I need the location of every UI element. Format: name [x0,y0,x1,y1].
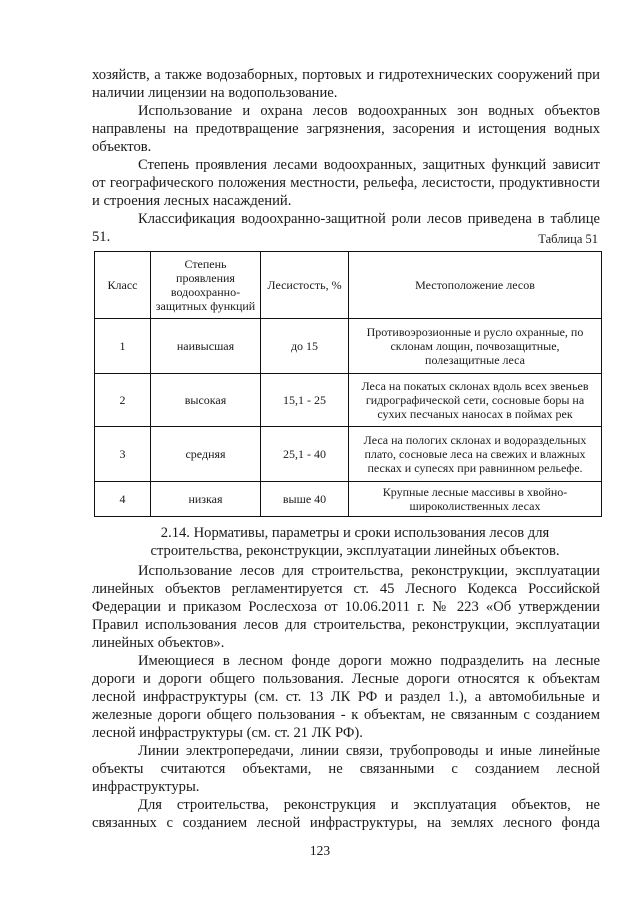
table-row [95,427,602,482]
paragraph-intro: хозяйств, а также водозаборных, портовых и гидротехнических сооружений при наличии лицензии на водопользование. [92,67,600,101]
classification-table [94,251,602,517]
cell-degree: высокая [151,374,261,427]
header-forest-cover: Лесистость, % [261,252,349,319]
cell-class: 4 [95,482,151,517]
cell-forest-cover: 15,1 - 25 [261,374,349,427]
table-row [95,482,602,517]
paragraph-construction: Для строительства, реконструкция и эксплуатация объектов, не связанных с созданием лесной инфраструктуры, на землях лесного фонда [92,797,600,831]
cell-location: Крупные лесные массивы в хвойно-широколиственных лесах [349,482,602,517]
cell-degree: наивысшая [151,319,261,374]
page-number: 123 [309,843,331,858]
paragraph-lines: Линии электропередачи, линии связи, трубопроводы и иные линейные объекты считаются объектами, не связанными с созданием лесной инфраструктуры. [92,743,600,795]
paragraph-degree: Степень проявления лесами водоохранных, защитных функций зависит от географического положения местности, рельефа, лесистости, продуктивности и строения лесных насаждений. [92,157,600,209]
cell-class: 1 [95,319,151,374]
cell-location: Леса на покатых склонах вдоль всех звеньев гидрографической сети, сосновые боры на сухих песчаных наносах в поймах рек [349,374,602,427]
paragraph-protection: Использование и охрана лесов водоохранных зон водных объектов направлены на предотвращение загрязнения, засорения и истощения водных объектов. [92,103,600,155]
cell-forest-cover: до 15 [261,319,349,374]
table-row [95,319,602,374]
cell-location: Противоэрозионные и русло охранные, по склонам лощин, почвозащитные, полезащитные леса [349,319,602,374]
cell-forest-cover: выше 40 [261,482,349,517]
header-degree: Степень проявления водоохранно-защитных функций [151,252,261,319]
paragraph-classification: Классификация водоохранно-защитной роли лесов приведена в таблице 51. [92,211,600,245]
header-location: Местоположение лесов [349,252,602,319]
cell-location: Леса на пологих склонах и водораздельных плато, сосновые леса на свежих и влажных песках и супесях при равнинном рельефе. [349,427,602,482]
cell-forest-cover: 25,1 - 40 [261,427,349,482]
table-header-row [95,252,602,319]
header-class: Класс [95,252,151,319]
paragraph-regulation: Использование лесов для строительства, реконструкции, эксплуатации линейных объектов регламентируется ст. 45 Лесного Кодекса Российской Федерации и приказом Рослесхоза от 10.06.2011 г. № 223 «Об утверждении Правил использования лесов для строительства, реконструкции, эксплуатации линейных объектов». [92,563,600,651]
cell-degree: средняя [151,427,261,482]
table-row [95,374,602,427]
section-heading: 2.14. Нормативы, параметры и сроки использования лесов для строительства, реконструкции, эксплуатации линейных объектов. [150,525,560,559]
cell-class: 2 [95,374,151,427]
paragraph-roads: Имеющиеся в лесном фонде дороги можно подразделить на лесные дороги и дороги общего пользования. Лесные дороги относятся к объектам лесной инфраструктуры (см. ст. 13 ЛК РФ и раздел 1.), а автомобильные и железные дороги общего пользования - к объектам, не связанным с созданием лесной инфраструктуры (см. ст. 21 ЛК РФ). [92,653,600,741]
cell-class: 3 [95,427,151,482]
cell-degree: низкая [151,482,261,517]
table-caption: Таблица 51 [538,232,598,246]
